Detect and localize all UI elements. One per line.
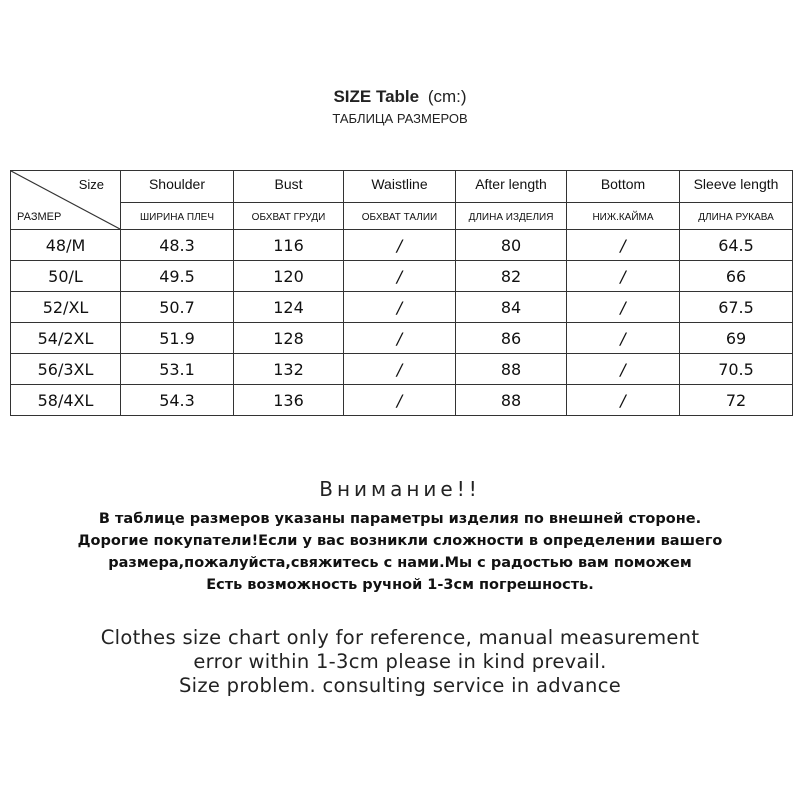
notice-title: Внимание!! xyxy=(319,477,481,501)
column-header-ru: ДЛИНА ИЗДЕЛИЯ xyxy=(468,212,554,223)
title-block xyxy=(0,86,800,128)
value-cell: 51.9 xyxy=(121,323,234,354)
value-cell: 64.5 xyxy=(680,230,793,261)
value-cell: / xyxy=(567,292,680,323)
column-header-ru: ДЛИНА РУКАВА xyxy=(698,212,774,223)
value-cell: 128 xyxy=(234,323,344,354)
value-cell: 67.5 xyxy=(680,292,793,323)
english-note-block xyxy=(0,626,800,698)
column-header xyxy=(680,171,793,230)
column-header-ru: ШИРИНА ПЛЕЧ xyxy=(140,212,214,223)
size-table xyxy=(10,170,793,416)
value-cell: / xyxy=(567,230,680,261)
corner-ru-label: РАЗМЕР xyxy=(17,211,62,223)
table-row xyxy=(11,354,793,385)
title-unit: (cm:) xyxy=(427,87,467,106)
value-cell: / xyxy=(344,230,456,261)
column-header xyxy=(234,171,344,230)
value-cell: / xyxy=(344,323,456,354)
value-cell: 72 xyxy=(680,385,793,416)
column-header xyxy=(456,171,567,230)
column-header-en: Bottom xyxy=(566,175,680,203)
title-main: SIZE Table xyxy=(333,87,420,106)
column-header-ru: НИЖ.КАЙМА xyxy=(592,212,654,223)
value-cell: / xyxy=(344,354,456,385)
value-cell: 136 xyxy=(234,385,344,416)
value-cell: 48.3 xyxy=(121,230,234,261)
value-cell: 69 xyxy=(680,323,793,354)
value-cell: 116 xyxy=(234,230,344,261)
corner-header-cell xyxy=(11,171,121,230)
value-cell: 50.7 xyxy=(121,292,234,323)
column-header-en: Sleeve length xyxy=(679,175,793,203)
value-cell: 124 xyxy=(234,292,344,323)
size-cell: 52/XL xyxy=(11,292,121,323)
column-header-en: Bust xyxy=(233,175,344,203)
notice-block xyxy=(0,476,800,596)
size-cell: 58/4XL xyxy=(11,385,121,416)
column-header-ru: ОБХВАТ ГРУДИ xyxy=(251,212,326,223)
value-cell: / xyxy=(567,385,680,416)
size-cell: 54/2XL xyxy=(11,323,121,354)
notice-line: Дорогие покупатели!Если у вас возникли сложности в определении вашего xyxy=(77,533,723,549)
english-note-line: error within 1-3cm please in kind prevail. xyxy=(193,650,607,673)
value-cell: 80 xyxy=(456,230,567,261)
size-cell: 56/3XL xyxy=(11,354,121,385)
column-header-en: After length xyxy=(455,175,567,203)
notice-line: размера,пожалуйста,свяжитесь с нами.Мы с радостью вам поможем xyxy=(108,555,692,571)
notice-line: В таблице размеров указаны параметры изделия по внешней стороне. xyxy=(98,511,702,527)
column-header-ru: ОБХВАТ ТАЛИИ xyxy=(361,212,438,223)
column-header xyxy=(567,171,680,230)
value-cell: 54.3 xyxy=(121,385,234,416)
size-cell: 50/L xyxy=(11,261,121,292)
column-header xyxy=(344,171,456,230)
corner-size-label: Size xyxy=(78,177,104,192)
value-cell: / xyxy=(567,354,680,385)
value-cell: / xyxy=(567,261,680,292)
value-cell: 66 xyxy=(680,261,793,292)
value-cell: 132 xyxy=(234,354,344,385)
table-row xyxy=(11,230,793,261)
value-cell: / xyxy=(344,292,456,323)
value-cell: 84 xyxy=(456,292,567,323)
table-row xyxy=(11,261,793,292)
value-cell: 49.5 xyxy=(121,261,234,292)
table-header-row xyxy=(11,171,793,230)
value-cell: 70.5 xyxy=(680,354,793,385)
column-header-en: Waistline xyxy=(343,175,456,203)
value-cell: / xyxy=(344,385,456,416)
value-cell: 82 xyxy=(456,261,567,292)
page-subtitle: ТАБЛИЦА РАЗМЕРОВ xyxy=(332,111,468,126)
value-cell: 86 xyxy=(456,323,567,354)
table-row xyxy=(11,323,793,354)
table-row xyxy=(11,385,793,416)
value-cell: 120 xyxy=(234,261,344,292)
english-note-line: Clothes size chart only for reference, manual measurement xyxy=(100,626,700,649)
value-cell: 88 xyxy=(456,354,567,385)
size-cell: 48/M xyxy=(11,230,121,261)
table-row xyxy=(11,292,793,323)
value-cell: / xyxy=(344,261,456,292)
value-cell: / xyxy=(567,323,680,354)
english-note-line: Size problem. consulting service in advance xyxy=(178,674,622,697)
column-header xyxy=(121,171,234,230)
value-cell: 53.1 xyxy=(121,354,234,385)
value-cell: 88 xyxy=(456,385,567,416)
notice-line: Есть возможность ручной 1-3см погрешность. xyxy=(206,577,594,593)
column-header-en: Shoulder xyxy=(120,175,234,203)
page-title xyxy=(0,86,800,108)
